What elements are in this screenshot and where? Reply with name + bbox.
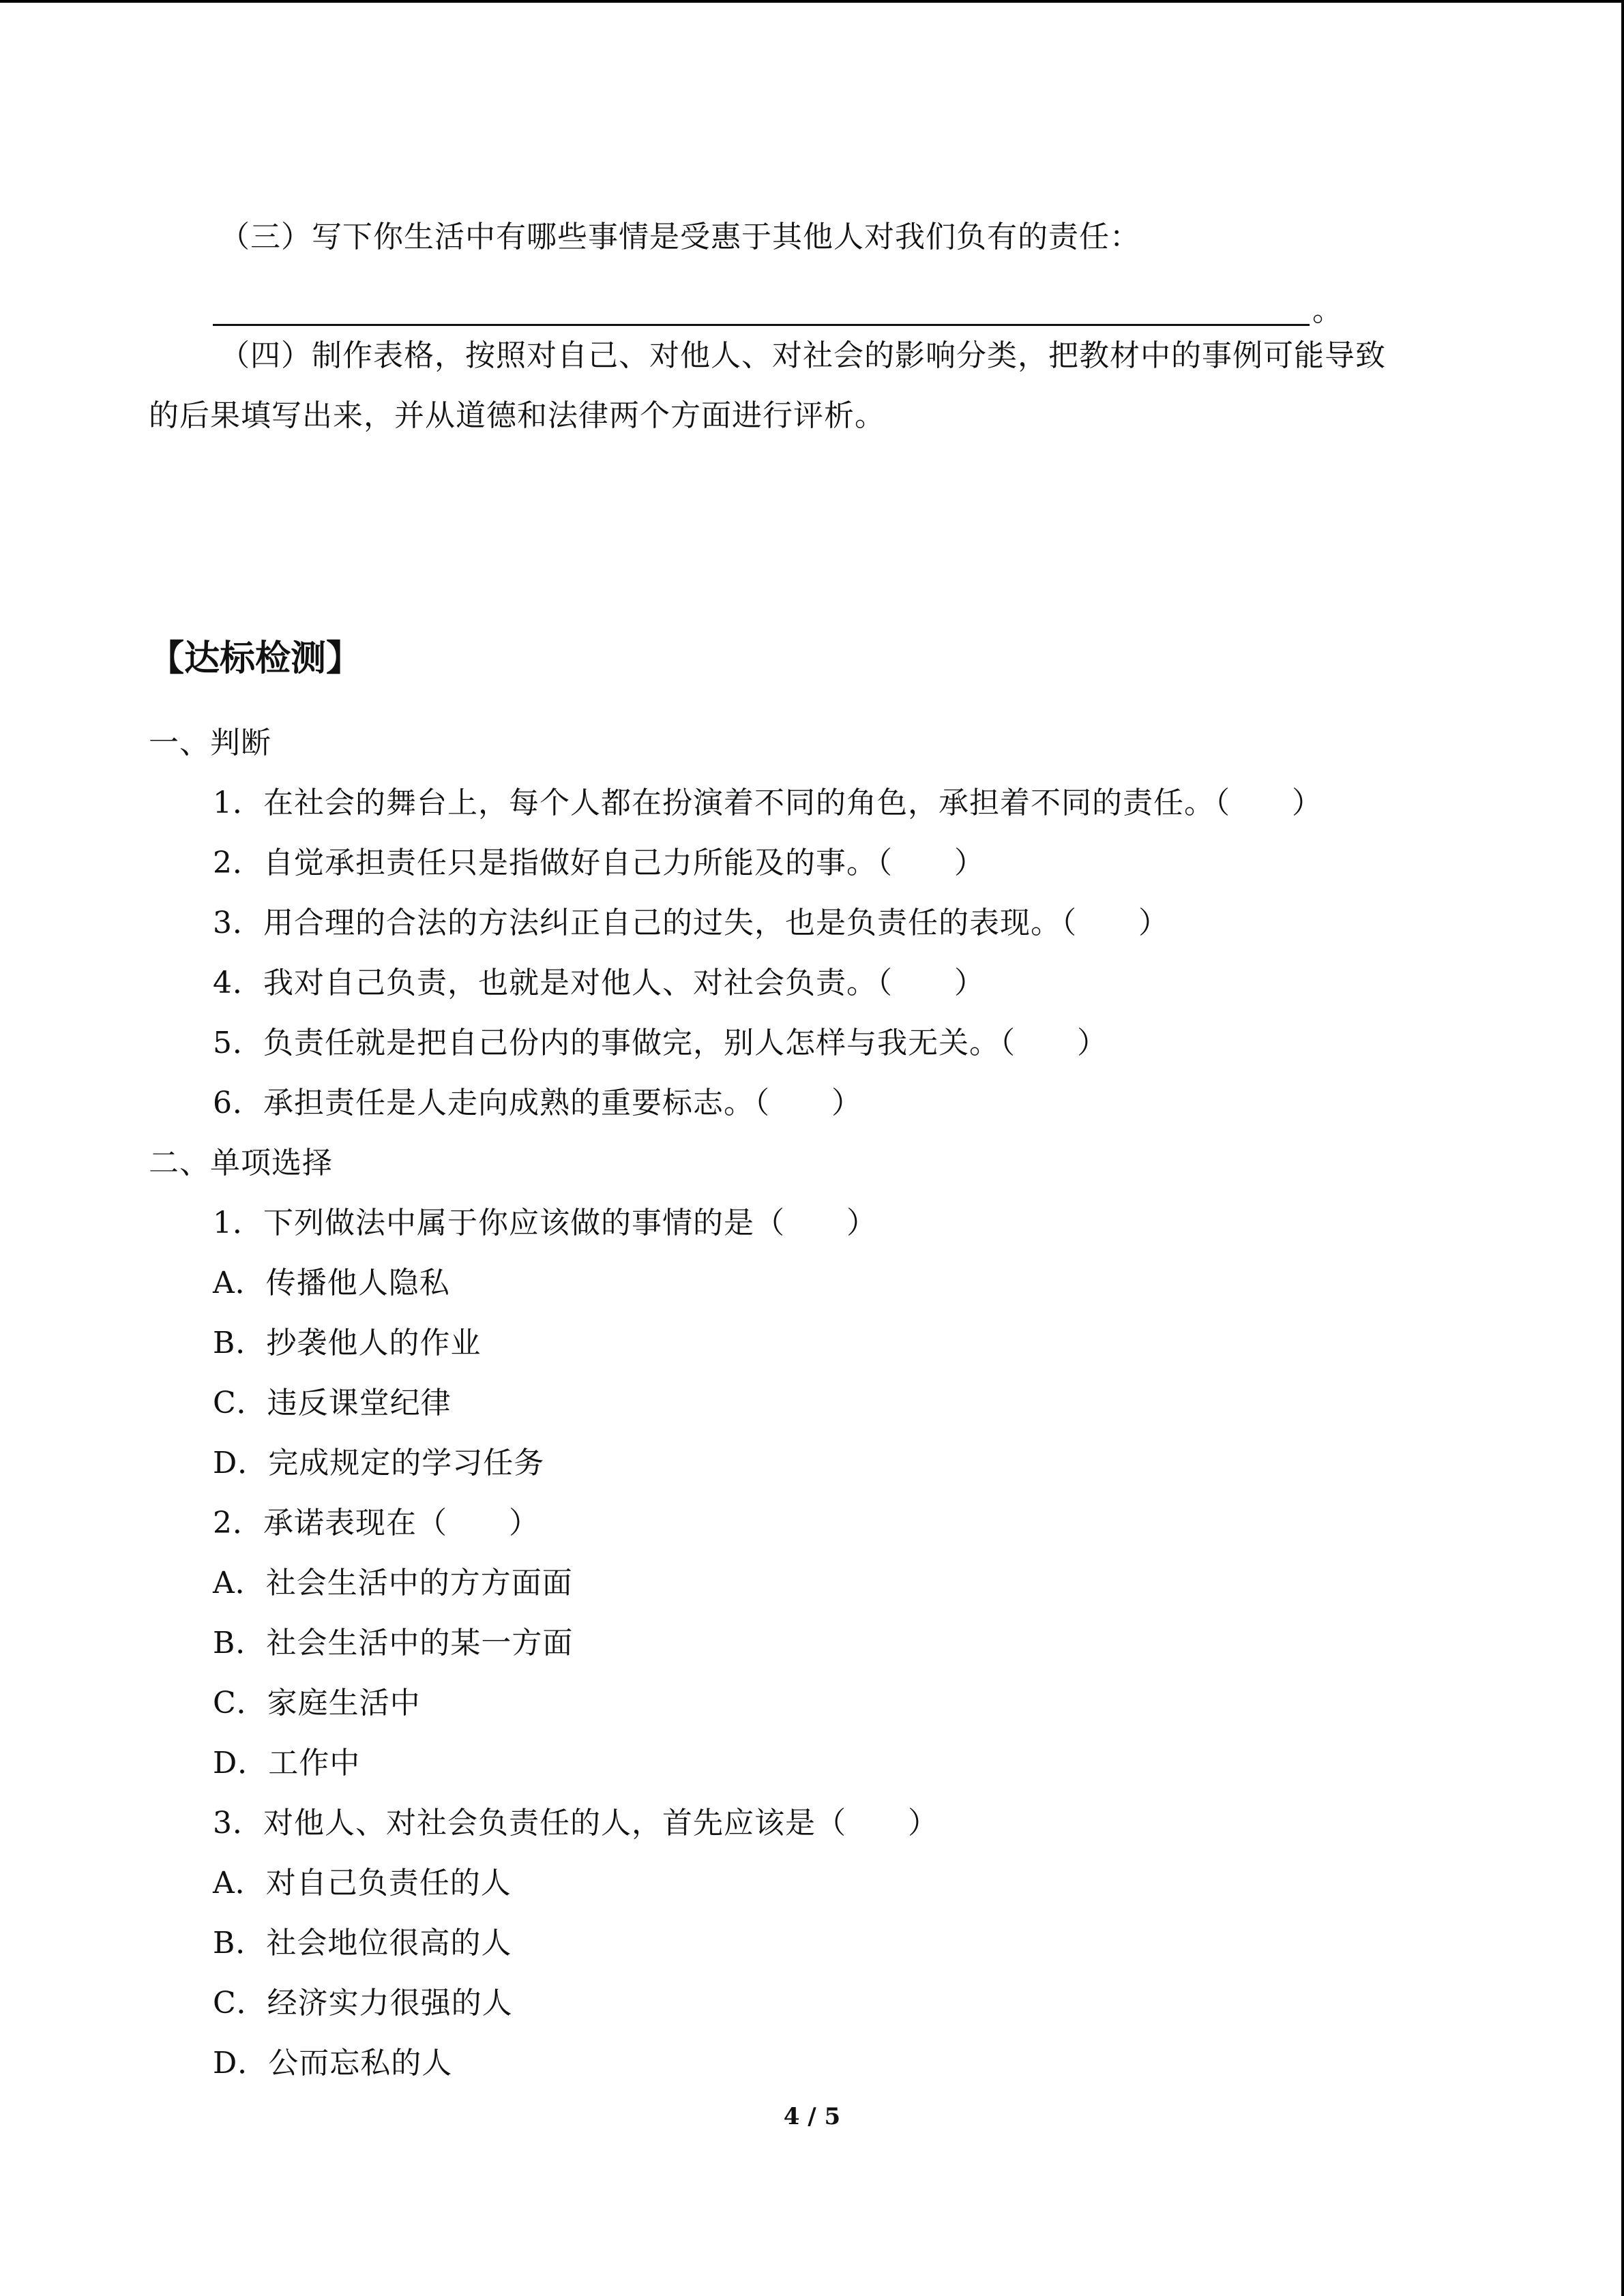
answer-blank-line[interactable] xyxy=(213,294,1310,326)
activity-item-4-line-1: （四）制作表格，按照对自己、对他人、对社会的影响分类，把教材中的事例可能导致 xyxy=(220,338,1386,373)
choice-option: A．对自己负责任的人 xyxy=(213,1866,512,1900)
choice-option: B．社会生活中的某一方面 xyxy=(213,1626,574,1660)
judge-item: 4．我对自己负责，也就是对他人、对社会负责。（ ） xyxy=(213,966,985,1000)
judge-item: 2．自觉承担责任只是指做好自己力所能及的事。（ ） xyxy=(213,846,985,880)
right-border xyxy=(1621,0,1624,2296)
choice-option: D．公而忘私的人 xyxy=(213,2046,453,2081)
choice-option: C．违反课堂纪律 xyxy=(213,1386,452,1420)
top-border xyxy=(0,0,1624,3)
judge-item: 1．在社会的舞台上，每个人都在扮演着不同的角色，承担着不同的责任。（ ） xyxy=(213,786,1323,820)
choice-question-stem: 2．承诺表现在（ ） xyxy=(213,1506,540,1540)
choice-heading: 二、单项选择 xyxy=(149,1146,333,1180)
choice-option: D．完成规定的学习任务 xyxy=(213,1446,545,1480)
judge-item: 3．用合理的合法的方法纠正自己的过失，也是负责任的表现。（ ） xyxy=(213,906,1169,940)
page-number: 4 / 5 xyxy=(783,2103,841,2130)
choice-option: C．家庭生活中 xyxy=(213,1686,421,1720)
judge-heading: 一、判断 xyxy=(149,726,271,760)
judge-item: 6．承担责任是人走向成熟的重要标志。（ ） xyxy=(213,1086,862,1120)
choice-option: A．社会生活中的方方面面 xyxy=(213,1566,573,1600)
section-heading: 【达标检测】 xyxy=(149,638,362,679)
activity-item-4-line-2: 的后果填写出来，并从道德和法律两个方面进行评析。 xyxy=(149,398,885,433)
choice-option: C．经济实力很强的人 xyxy=(213,1986,513,2021)
judge-item: 5．负责任就是把自己份内的事做完，别人怎样与我无关。（ ） xyxy=(213,1026,1108,1060)
choice-question-stem: 3．对他人、对社会负责任的人，首先应该是（ ） xyxy=(213,1806,939,1840)
answer-blank-end: 。 xyxy=(1312,293,1342,328)
activity-item-3: （三）写下你生活中有哪些事情是受惠于其他人对我们负有的责任： xyxy=(220,220,1140,254)
choice-option: A．传播他人隐私 xyxy=(213,1266,450,1300)
choice-question-stem: 1．下列做法中属于你应该做的事情的是（ ） xyxy=(213,1206,877,1240)
answer-blank-row xyxy=(213,285,1342,326)
choice-option: D．工作中 xyxy=(213,1746,361,1780)
choice-option: B．抄袭他人的作业 xyxy=(213,1326,482,1360)
choice-option: B．社会地位很高的人 xyxy=(213,1926,512,1960)
